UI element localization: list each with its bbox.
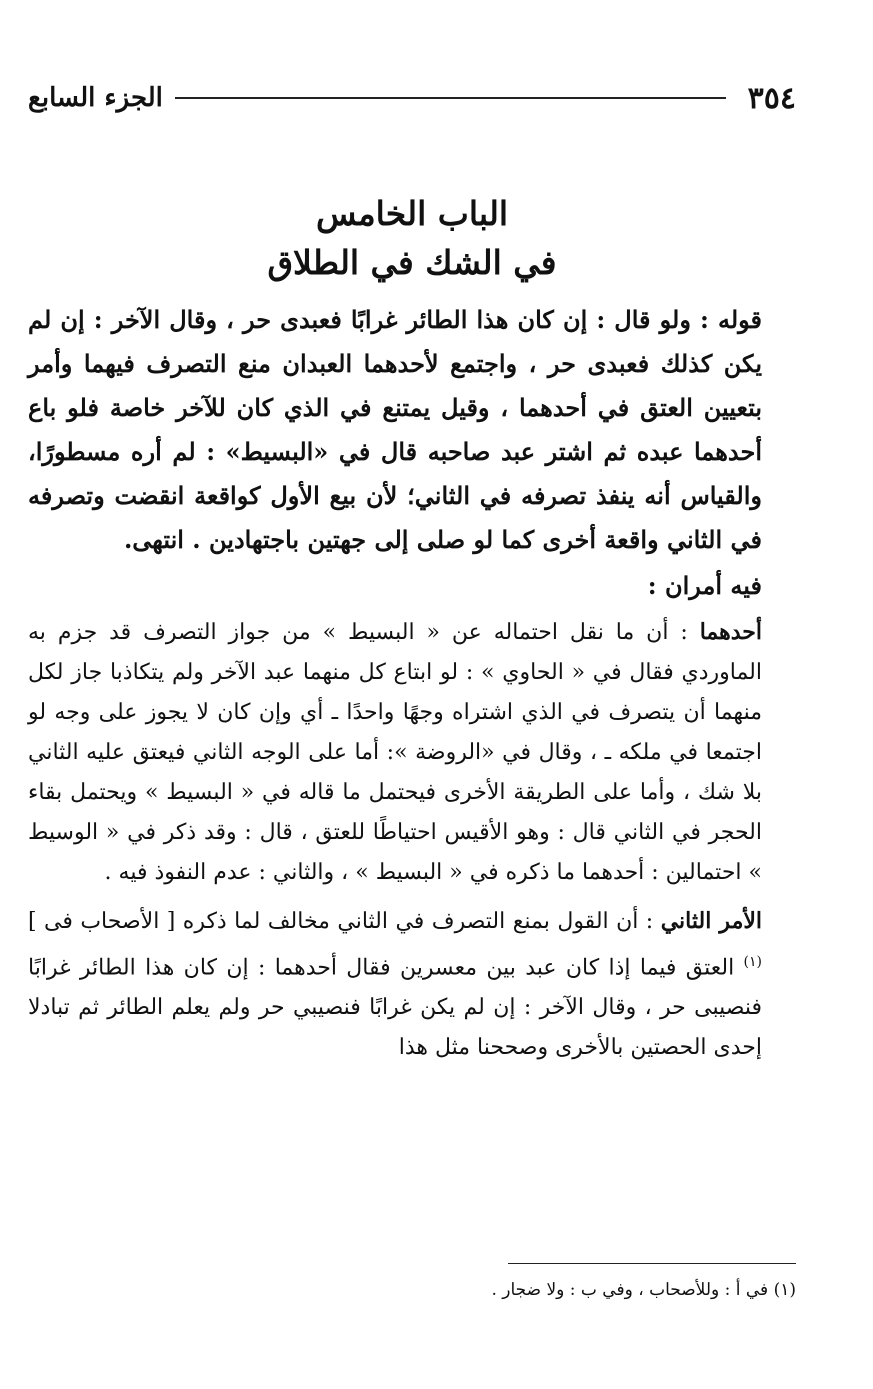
second-matter-text-b: العتق فيما إذا كان عبد بين معسرين فقال أحدهما : إن كان هذا الطائر غرابًا فنصيبى حر ، وقال الآخر : إن لم يكن غرابًا فنصيبي حر ولم يعلم الطائر ثم تبادلا إحدى الحصتين بالأخرى وصححنا مثل هذا — [28, 955, 762, 1061]
first-matter-text: : أن ما نقل احتماله عن « البسيط » من جواز التصرف قد جزم به الماوردي فقال في « الحاوي » : لو ابتاع كل منهما عبد الآخر ولم يتكاذبا جاز لكل منهما أن يتصرف في الذي اشتراه وجهًا واحدًا ـ أي وإن كان لا يجوز على وجه لو اجتمعا في ملكه ـ ، وقال في «الروضة »: أما على الوجه الثاني فيعتق عليه الثاني بلا شك ، وأما على الطريقة الأخرى فيحتمل ما قاله في « البسيط » ويحتمل بقاء الحجر في الثاني قال : وهو الأقيس احتياطًا للعتق ، قال : وقد ذكر في « الوسيط » احتمالين : أحدهما ما ذكره في « البسيط » ، والثاني : عدم النفوذ فيه . — [28, 620, 762, 885]
page-number: ٣٥٤ — [747, 80, 796, 116]
page-header — [28, 76, 796, 120]
second-matter-paragraph — [28, 901, 796, 1068]
first-matter-lead: أحدهما — [699, 619, 762, 645]
footnote-rule — [508, 1263, 796, 1264]
quoted-text-paragraph: قوله : ولو قال : إن كان هذا الطائر غرابًا فعبدى حر ، وقال الآخر : إن لم يكن كذلك فعبدى حر ، واجتمع لأحدهما العبدان منع التصرف فيهما وأمر بتعيين العتق في أحدهما ، وقيل يمتنع في الذي كان للآخر خاصة فلو باع أحدهما عبده ثم اشتر عبد صاحبه قال في «البسيط» : لم أره مسطورًا، والقياس أنه ينفذ تصرفه في الثاني؛ لأن بيع الأول كواقعة انقضت وتصرفه في الثاني واقعة أخرى كما لو صلى إلى جهتين باجتهادين . انتهى. — [28, 305, 763, 554]
second-matter-text-a: : أن القول بمنع التصرف في الثاني مخالف لما ذكره [ الأصحاب فى ] — [28, 909, 661, 934]
footnote: (١) في أ : وللأصحاب ، وفي ب : ولا ضجار . — [491, 1280, 796, 1300]
running-head: الجزء السابع — [28, 83, 163, 113]
header-rule — [175, 97, 726, 99]
section-intro: فيه أمران : — [647, 571, 762, 600]
chapter-title: الباب الخامس — [315, 194, 509, 233]
chapter-heading — [28, 190, 796, 288]
footnote-marker: (١) — [743, 954, 762, 970]
page-body — [28, 298, 796, 1068]
second-matter-lead: الأمر الثاني — [660, 908, 763, 934]
chapter-subtitle: في الشك في الطلاق — [267, 243, 557, 282]
first-matter-paragraph — [28, 612, 796, 893]
